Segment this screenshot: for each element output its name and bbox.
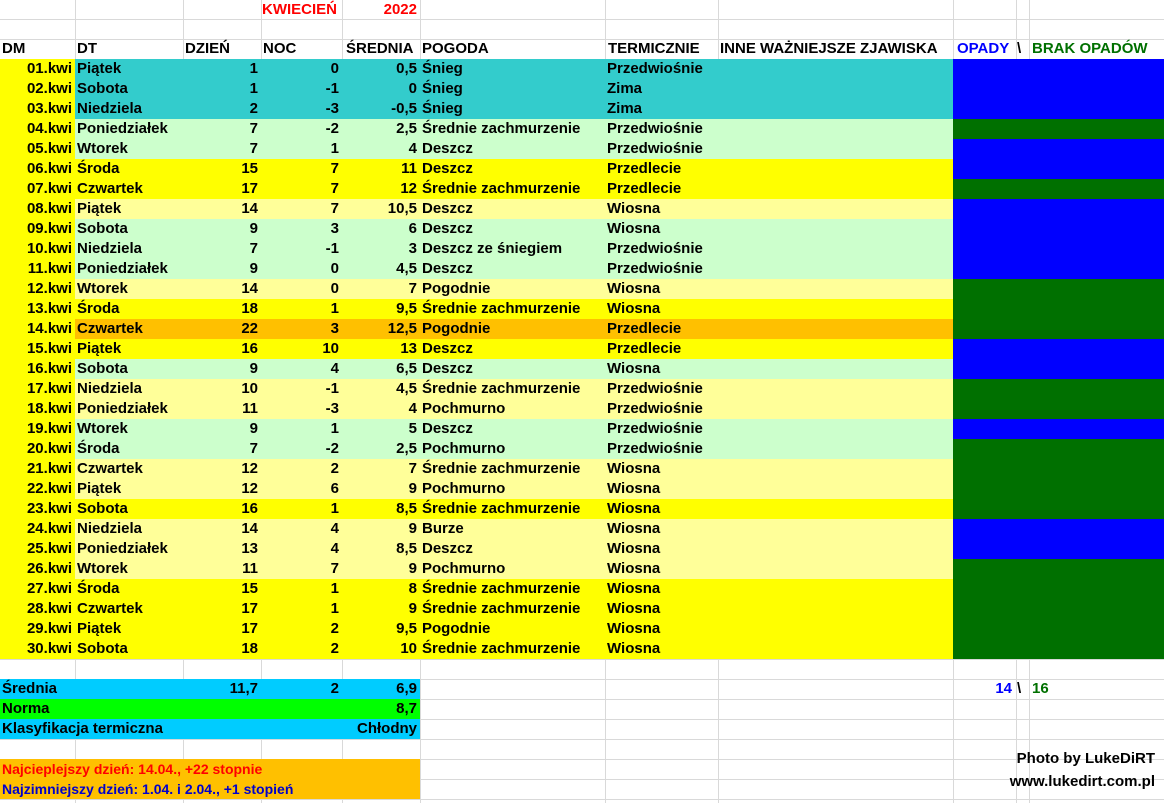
cell-date[interactable]: 09.kwi <box>26 220 72 237</box>
cell-weather[interactable]: Deszcz <box>422 160 473 177</box>
cell-night-temp[interactable]: 4 <box>330 360 339 377</box>
cell-thermal[interactable]: Wiosna <box>607 560 661 577</box>
cell-thermal[interactable]: Zima <box>607 80 643 97</box>
cell-thermal[interactable]: Przedwiośnie <box>607 440 703 457</box>
norm-label[interactable]: Norma <box>2 700 50 717</box>
cell-weekday[interactable]: Poniedziałek <box>77 120 168 137</box>
cell-weekday[interactable]: Sobota <box>77 220 128 237</box>
cell-avg-temp[interactable]: 2,5 <box>396 440 417 457</box>
col-header-weather[interactable]: POGODA <box>422 40 489 57</box>
cell-night-temp[interactable]: 2 <box>330 460 339 477</box>
cell-weather[interactable]: Deszcz <box>422 140 473 157</box>
cell-weekday[interactable]: Sobota <box>77 500 128 517</box>
cell-thermal[interactable]: Wiosna <box>607 200 661 217</box>
cell-date[interactable]: 28.kwi <box>26 600 72 617</box>
cell-night-temp[interactable]: 1 <box>330 140 339 157</box>
cell-weather[interactable]: Pochmurno <box>422 400 506 417</box>
cell-date[interactable]: 18.kwi <box>26 400 72 417</box>
cell-avg-temp[interactable]: 11 <box>401 160 417 177</box>
cell-avg-temp[interactable]: 0,5 <box>396 60 417 77</box>
cell-weather[interactable]: Średnie zachmurzenie <box>422 600 581 617</box>
cell-night-temp[interactable]: 0 <box>330 260 339 277</box>
cell-day-temp[interactable]: 9 <box>249 360 258 377</box>
cell-thermal[interactable]: Przedlecie <box>607 340 682 357</box>
precip-fill <box>953 59 1164 79</box>
cell-weekday[interactable]: Wtorek <box>77 420 128 437</box>
cell-thermal[interactable]: Wiosna <box>607 500 661 517</box>
cell-thermal[interactable]: Wiosna <box>607 640 661 657</box>
cell-weekday[interactable]: Poniedziałek <box>77 400 168 417</box>
cell-date[interactable]: 24.kwi <box>26 520 72 537</box>
cell-night-temp[interactable]: -2 <box>325 120 339 137</box>
noprecip-fill <box>953 379 1164 399</box>
cell-avg-temp[interactable]: 6 <box>408 220 417 237</box>
cell-day-temp[interactable]: 15 <box>241 160 258 177</box>
cell-weather[interactable]: Śnieg <box>422 80 463 97</box>
cell-day-temp[interactable]: 16 <box>241 500 258 517</box>
cell-night-temp[interactable]: -2 <box>325 440 339 457</box>
cell-night-temp[interactable]: 1 <box>330 500 339 517</box>
precip-fill <box>953 259 1164 279</box>
cell-weekday[interactable]: Niedziela <box>77 380 143 397</box>
cell-weekday[interactable]: Sobota <box>77 640 128 657</box>
cell-day-temp[interactable]: 17 <box>241 600 258 617</box>
cell-night-temp[interactable]: -1 <box>325 380 339 397</box>
precip-fill <box>953 139 1164 159</box>
cell-date[interactable]: 30.kwi <box>26 640 72 657</box>
cell-night-temp[interactable]: 3 <box>330 220 339 237</box>
grid-row-line <box>0 799 1164 800</box>
cell-thermal[interactable]: Wiosna <box>607 600 661 617</box>
norm-value[interactable]: 8,7 <box>396 700 417 717</box>
cell-weather[interactable]: Średnie zachmurzenie <box>422 180 581 197</box>
cell-avg-temp[interactable]: 5 <box>408 420 417 437</box>
noprecip-fill <box>953 579 1164 599</box>
cell-weather[interactable]: Pogodnie <box>422 280 491 297</box>
cell-day-temp[interactable]: 18 <box>241 640 258 657</box>
cell-thermal[interactable]: Wiosna <box>607 520 661 537</box>
cell-day-temp[interactable]: 14 <box>241 280 258 297</box>
noprecip-fill <box>953 279 1164 299</box>
cell-weather[interactable]: Deszcz ze śniegiem <box>422 240 563 257</box>
cell-weather[interactable]: Pochmurno <box>422 480 506 497</box>
cell-thermal[interactable]: Przedwiośnie <box>607 400 703 417</box>
cell-weekday[interactable]: Niedziela <box>77 100 143 117</box>
cell-avg-temp[interactable]: 4,5 <box>396 260 417 277</box>
cell-thermal[interactable]: Przedlecie <box>607 320 682 337</box>
cell-thermal[interactable]: Wiosna <box>607 620 661 637</box>
cell-weekday[interactable]: Piątek <box>77 340 122 357</box>
grid-row-line <box>0 659 1164 660</box>
col-header-noprecip[interactable]: BRAK OPADÓW <box>1032 40 1148 57</box>
col-header-dt[interactable]: DT <box>77 40 97 57</box>
cell-date[interactable]: 08.kwi <box>26 200 72 217</box>
cell-weekday[interactable]: Niedziela <box>77 520 143 537</box>
summary-avg-mean[interactable]: 6,9 <box>396 680 417 697</box>
summary-noprecip-count[interactable]: 16 <box>1032 680 1049 697</box>
cell-avg-temp[interactable]: 13 <box>400 340 417 357</box>
cell-day-temp[interactable]: 15 <box>241 580 258 597</box>
cell-weather[interactable]: Burze <box>422 520 464 537</box>
cell-thermal[interactable]: Wiosna <box>607 280 661 297</box>
cell-night-temp[interactable]: -1 <box>325 240 339 257</box>
cell-weather[interactable]: Deszcz <box>422 420 473 437</box>
cell-date[interactable]: 17.kwi <box>26 380 72 397</box>
cell-date[interactable]: 13.kwi <box>26 300 72 317</box>
summary-avg-night[interactable]: 2 <box>330 680 339 697</box>
precip-fill <box>953 519 1164 539</box>
precip-fill <box>953 419 1164 439</box>
cell-weather[interactable]: Średnie zachmurzenie <box>422 460 581 477</box>
cell-weekday[interactable]: Sobota <box>77 360 128 377</box>
cell-thermal[interactable]: Przedwiośnie <box>607 60 703 77</box>
cell-avg-temp[interactable]: 9 <box>408 480 417 497</box>
cell-weekday[interactable]: Poniedziałek <box>77 540 168 557</box>
cell-weather[interactable]: Średnie zachmurzenie <box>422 580 581 597</box>
cell-thermal[interactable]: Wiosna <box>607 460 661 477</box>
cell-weekday[interactable]: Wtorek <box>77 280 128 297</box>
cell-night-temp[interactable]: 0 <box>330 280 339 297</box>
cell-day-temp[interactable]: 17 <box>241 180 258 197</box>
cell-day-temp[interactable]: 7 <box>249 440 258 457</box>
cell-avg-temp[interactable]: 8,5 <box>396 500 417 517</box>
cell-thermal[interactable]: Wiosna <box>607 540 661 557</box>
precip-fill <box>953 359 1164 379</box>
precip-fill <box>953 99 1164 119</box>
summary-separator: \ <box>1017 680 1022 697</box>
summary-avg-label[interactable]: Średnia <box>2 680 58 697</box>
col-header-precip[interactable]: OPADY <box>957 40 1010 57</box>
cell-night-temp[interactable]: 0 <box>330 60 339 77</box>
cell-avg-temp[interactable]: -0,5 <box>391 100 417 117</box>
cell-avg-temp[interactable]: 10 <box>400 640 417 657</box>
cell-weekday[interactable]: Piątek <box>77 60 122 77</box>
cell-date[interactable]: 21.kwi <box>26 460 72 477</box>
cell-day-temp[interactable]: 14 <box>241 200 258 217</box>
cell-weather[interactable]: Średnie zachmurzenie <box>422 300 581 317</box>
cell-day-temp[interactable]: 1 <box>249 80 258 97</box>
noprecip-fill <box>953 459 1164 479</box>
cell-thermal[interactable]: Wiosna <box>607 300 661 317</box>
precip-fill <box>953 339 1164 359</box>
noprecip-fill <box>953 179 1164 199</box>
cell-weekday[interactable]: Niedziela <box>77 240 143 257</box>
cell-avg-temp[interactable]: 8 <box>408 580 417 597</box>
cell-avg-temp[interactable]: 12 <box>400 180 417 197</box>
cell-thermal[interactable]: Przedwiośnie <box>607 140 703 157</box>
cell-weather[interactable]: Śnieg <box>422 60 463 77</box>
noprecip-fill <box>953 479 1164 499</box>
cell-date[interactable]: 26.kwi <box>26 560 72 577</box>
cell-day-temp[interactable]: 17 <box>241 620 258 637</box>
cell-thermal[interactable]: Przedlecie <box>607 160 682 177</box>
cell-night-temp[interactable]: 2 <box>330 640 339 657</box>
cell-day-temp[interactable]: 18 <box>241 300 258 317</box>
cell-date[interactable]: 14.kwi <box>26 320 72 337</box>
cell-date[interactable]: 27.kwi <box>26 580 72 597</box>
cell-thermal[interactable]: Przedwiośnie <box>607 260 703 277</box>
cell-weather[interactable]: Pochmurno <box>422 440 506 457</box>
cell-night-temp[interactable]: 3 <box>330 320 339 337</box>
warmest-day-note[interactable]: Najcieplejszy dzień: 14.04., +22 stopnie <box>2 761 263 777</box>
col-header-other[interactable]: INNE WAŻNIEJSZE ZJAWISKA <box>720 40 938 57</box>
noprecip-fill <box>953 439 1164 459</box>
cell-date[interactable]: 29.kwi <box>26 620 72 637</box>
cell-night-temp[interactable]: 6 <box>330 480 339 497</box>
cell-weekday[interactable]: Środa <box>77 300 120 317</box>
cell-date[interactable]: 15.kwi <box>26 340 72 357</box>
cell-weekday[interactable]: Poniedziałek <box>77 260 168 277</box>
cell-date[interactable]: 25.kwi <box>26 540 72 557</box>
cell-date[interactable]: 10.kwi <box>26 240 72 257</box>
precip-fill <box>953 79 1164 99</box>
cell-day-temp[interactable]: 2 <box>249 100 258 117</box>
col-header-dm[interactable]: DM <box>2 40 26 57</box>
cell-night-temp[interactable]: 7 <box>330 180 339 197</box>
noprecip-fill <box>953 639 1164 659</box>
col-header-night[interactable]: NOC <box>263 40 297 57</box>
cell-night-temp[interactable]: -3 <box>325 100 339 117</box>
photo-credit: Photo by LukeDiRT <box>1016 750 1155 767</box>
cell-avg-temp[interactable]: 12,5 <box>387 320 417 337</box>
cell-day-temp[interactable]: 10 <box>241 380 258 397</box>
noprecip-fill <box>953 559 1164 579</box>
cell-avg-temp[interactable]: 6,5 <box>396 360 417 377</box>
cell-weekday[interactable]: Wtorek <box>77 560 128 577</box>
cell-date[interactable]: 16.kwi <box>26 360 72 377</box>
cell-night-temp[interactable]: 7 <box>330 160 339 177</box>
cell-date[interactable]: 05.kwi <box>26 140 72 157</box>
cell-date[interactable]: 06.kwi <box>26 160 72 177</box>
cell-night-temp[interactable]: 4 <box>330 540 339 557</box>
cell-thermal[interactable]: Wiosna <box>607 360 661 377</box>
cell-weather[interactable]: Pogodnie <box>422 320 491 337</box>
precip-fill <box>953 199 1164 219</box>
cell-weather[interactable]: Deszcz <box>422 260 473 277</box>
noprecip-fill <box>953 399 1164 419</box>
cell-day-temp[interactable]: 9 <box>249 220 258 237</box>
cell-avg-temp[interactable]: 7 <box>408 460 417 477</box>
cell-weekday[interactable]: Wtorek <box>77 140 128 157</box>
cell-weather[interactable]: Deszcz <box>422 360 473 377</box>
cell-avg-temp[interactable]: 3 <box>408 240 417 257</box>
noprecip-fill <box>953 319 1164 339</box>
cell-day-temp[interactable]: 9 <box>249 260 258 277</box>
cell-date[interactable]: 07.kwi <box>26 180 72 197</box>
noprecip-fill <box>953 599 1164 619</box>
classification-label[interactable]: Klasyfikacja termiczna <box>2 720 163 737</box>
cell-thermal[interactable]: Przedwiośnie <box>607 380 703 397</box>
cell-day-temp[interactable]: 12 <box>241 480 258 497</box>
cell-date[interactable]: 11.kwi <box>27 260 72 277</box>
cell-thermal[interactable]: Przedwiośnie <box>607 240 703 257</box>
cell-weekday[interactable]: Środa <box>77 440 120 457</box>
cell-avg-temp[interactable]: 4,5 <box>396 380 417 397</box>
cell-avg-temp[interactable]: 4 <box>408 140 417 157</box>
cell-night-temp[interactable]: 7 <box>330 560 339 577</box>
cell-day-temp[interactable]: 7 <box>249 120 258 137</box>
cell-avg-temp[interactable]: 9 <box>408 520 417 537</box>
precip-fill <box>953 159 1164 179</box>
cell-day-temp[interactable]: 12 <box>241 460 258 477</box>
precip-fill <box>953 239 1164 259</box>
cell-avg-temp[interactable]: 9 <box>408 600 417 617</box>
cell-weather[interactable]: Deszcz <box>422 540 473 557</box>
cell-night-temp[interactable]: 1 <box>330 300 339 317</box>
summary-avg-day[interactable]: 11,7 <box>229 680 258 697</box>
noprecip-fill <box>953 619 1164 639</box>
col-header-separator: \ <box>1017 40 1022 57</box>
cell-avg-temp[interactable]: 10,5 <box>387 200 417 217</box>
cell-night-temp[interactable]: 1 <box>330 420 339 437</box>
cell-avg-temp[interactable]: 0 <box>408 80 417 97</box>
cell-weather[interactable]: Deszcz <box>422 340 473 357</box>
cell-weekday[interactable]: Środa <box>77 580 120 597</box>
cell-day-temp[interactable]: 1 <box>249 60 258 77</box>
cell-weekday[interactable]: Czwartek <box>77 600 143 617</box>
cell-night-temp[interactable]: -3 <box>325 400 339 417</box>
cell-weekday[interactable]: Czwartek <box>77 320 143 337</box>
cell-weekday[interactable]: Środa <box>77 160 120 177</box>
cell-weekday[interactable]: Czwartek <box>77 460 143 477</box>
cell-day-temp[interactable]: 11 <box>242 560 258 577</box>
website-credit: www.lukedirt.com.pl <box>1009 773 1155 790</box>
cell-thermal[interactable]: Wiosna <box>607 220 661 237</box>
cell-weekday[interactable]: Piątek <box>77 480 122 497</box>
noprecip-fill <box>953 119 1164 139</box>
cell-avg-temp[interactable]: 9 <box>408 560 417 577</box>
cell-weather[interactable]: Średnie zachmurzenie <box>422 500 581 517</box>
year-title[interactable]: 2022 <box>383 1 417 18</box>
cell-weekday[interactable]: Czwartek <box>77 180 143 197</box>
cell-weather[interactable]: Pochmurno <box>422 560 506 577</box>
cell-date[interactable]: 20.kwi <box>26 440 72 457</box>
cell-weather[interactable]: Deszcz <box>422 200 473 217</box>
cell-night-temp[interactable]: 7 <box>330 200 339 217</box>
cell-day-temp[interactable]: 22 <box>241 320 258 337</box>
summary-precip-count[interactable]: 14 <box>995 680 1012 697</box>
col-header-thermal[interactable]: TERMICZNIE <box>608 40 700 57</box>
cell-thermal[interactable]: Przedwiośnie <box>607 120 703 137</box>
cell-thermal[interactable]: Przedwiośnie <box>607 420 703 437</box>
cell-weather[interactable]: Deszcz <box>422 220 473 237</box>
cell-night-temp[interactable]: -1 <box>325 80 339 97</box>
cell-night-temp[interactable]: 10 <box>322 340 339 357</box>
cell-thermal[interactable]: Wiosna <box>607 580 661 597</box>
cell-night-temp[interactable]: 4 <box>330 520 339 537</box>
grid-row-line <box>0 739 1164 740</box>
precip-fill <box>953 219 1164 239</box>
cell-night-temp[interactable]: 2 <box>330 620 339 637</box>
cell-date[interactable]: 12.kwi <box>26 280 72 297</box>
noprecip-fill <box>953 499 1164 519</box>
cell-weather[interactable]: Pogodnie <box>422 620 491 637</box>
cell-avg-temp[interactable]: 8,5 <box>396 540 417 557</box>
cell-day-temp[interactable]: 14 <box>241 520 258 537</box>
cell-thermal[interactable]: Zima <box>607 100 643 117</box>
cell-weather[interactable]: Średnie zachmurzenie <box>422 380 581 397</box>
cell-weather[interactable]: Średnie zachmurzenie <box>422 120 581 137</box>
cell-date[interactable]: 22.kwi <box>26 480 72 497</box>
cell-thermal[interactable]: Przedlecie <box>607 180 682 197</box>
cell-weekday[interactable]: Sobota <box>77 80 128 97</box>
cell-avg-temp[interactable]: 4 <box>408 400 417 417</box>
col-header-day[interactable]: DZIEŃ <box>185 40 230 57</box>
cell-avg-temp[interactable]: 7 <box>408 280 417 297</box>
cell-weather[interactable]: Średnie zachmurzenie <box>422 640 581 657</box>
cell-avg-temp[interactable]: 9,5 <box>396 300 417 317</box>
cell-thermal[interactable]: Wiosna <box>607 480 661 497</box>
cell-date[interactable]: 03.kwi <box>26 100 72 117</box>
cell-date[interactable]: 02.kwi <box>26 80 72 97</box>
cell-day-temp[interactable]: 7 <box>249 240 258 257</box>
cell-weather[interactable]: Śnieg <box>422 100 463 117</box>
grid-row-line <box>0 19 1164 20</box>
precip-fill <box>953 539 1164 559</box>
cell-day-temp[interactable]: 16 <box>241 340 258 357</box>
cell-date[interactable]: 19.kwi <box>26 420 72 437</box>
coldest-day-note[interactable]: Najzimniejszy dzień: 1.04. i 2.04., +1 stopień <box>2 781 294 797</box>
cell-night-temp[interactable]: 1 <box>330 580 339 597</box>
classification-value[interactable]: Chłodny <box>357 720 417 737</box>
cell-day-temp[interactable]: 11 <box>242 400 258 417</box>
month-title[interactable]: KWIECIEŃ <box>262 1 337 18</box>
cell-avg-temp[interactable]: 2,5 <box>396 120 417 137</box>
cell-day-temp[interactable]: 9 <box>249 420 258 437</box>
cell-avg-temp[interactable]: 9,5 <box>396 620 417 637</box>
cell-weekday[interactable]: Piątek <box>77 620 122 637</box>
col-header-avg[interactable]: ŚREDNIA <box>346 40 414 57</box>
cell-weekday[interactable]: Piątek <box>77 200 122 217</box>
cell-date[interactable]: 23.kwi <box>26 500 72 517</box>
cell-night-temp[interactable]: 1 <box>330 600 339 617</box>
cell-date[interactable]: 04.kwi <box>26 120 72 137</box>
cell-day-temp[interactable]: 7 <box>249 140 258 157</box>
noprecip-fill <box>953 299 1164 319</box>
cell-date[interactable]: 01.kwi <box>26 60 72 77</box>
cell-day-temp[interactable]: 13 <box>241 540 258 557</box>
